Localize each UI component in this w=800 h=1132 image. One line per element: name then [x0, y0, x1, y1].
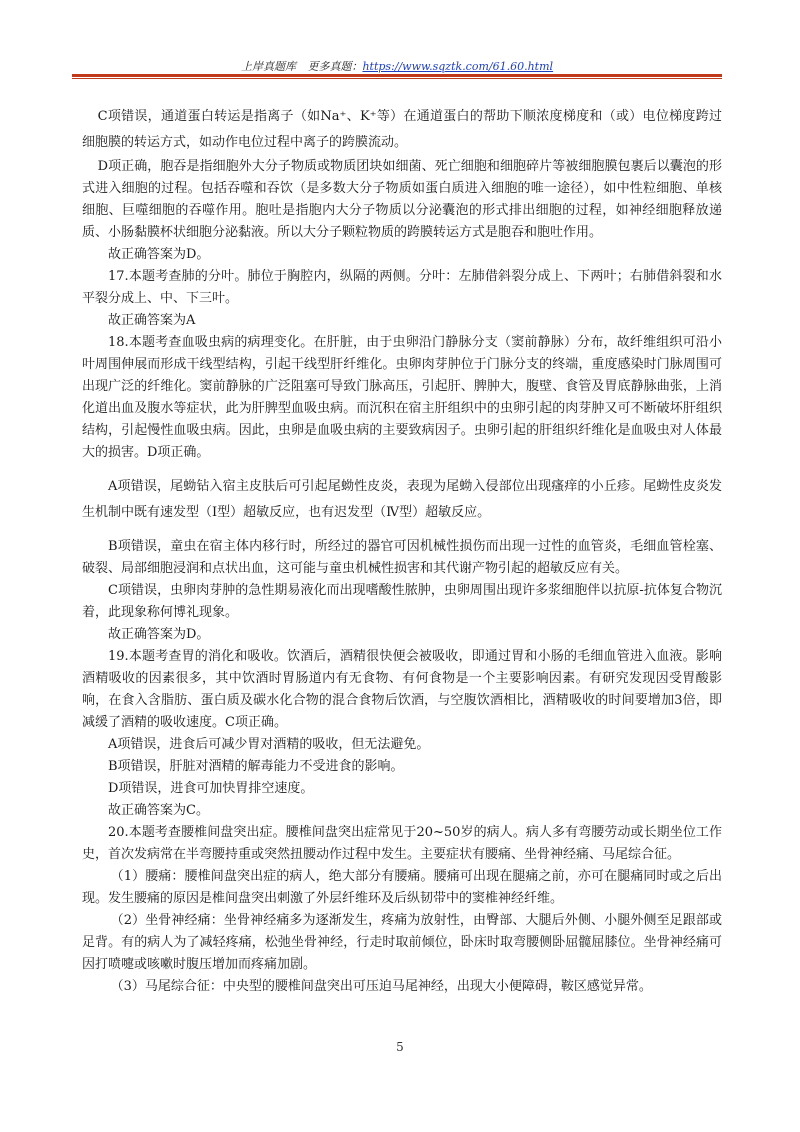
- paragraph: D项正确，胞吞是指细胞外大分子物质或物质团块如细菌、死亡细胞和细胞碎片等被细胞膜包裹后以囊泡的形式进入细胞的过程。包括吞噬和吞饮（是多数大分子物质如蛋白质进入细胞的唯一途径），如中性粒细胞、单核细胞、巨噬细胞的吞噬作用。胞吐是指胞内大分子物质以分泌囊泡的形式排出细胞的过程，如神经细胞释放递质、小肠黏膜杯状细胞分泌黏液。所以大分子颗粒物质的跨膜转运方式是胞吞和胞吐作用。: [82, 159, 722, 240]
- paragraph: B项错误，童虫在宿主体内移行时，所经过的器官可因机械性损伤而出现一过性的血管炎，毛细血管栓塞、破裂、局部细胞浸润和点状出血，这可能与童虫机械性损害和其代谢产物引起的超敏反应有关。: [82, 539, 722, 576]
- paragraph: 故正确答案为C。: [108, 803, 209, 818]
- document-body: [82, 104, 722, 998]
- paragraph: A项错误，进食后可减少胃对酒精的吸收，但无法避免。: [108, 737, 430, 752]
- paragraph: 故正确答案为D。: [108, 247, 210, 262]
- paragraph: C项错误，虫卵肉芽肿的急性期易液化而出现嗜酸性脓肿，虫卵周围出现许多浆细胞伴以抗原-抗体复合物沉着，此现象称何博礼现象。: [82, 583, 722, 620]
- page-number: 5: [396, 1040, 404, 1054]
- paragraph: （3）马尾综合征：中央型的腰椎间盘突出可压迫马尾神经，出现大小便障碍，鞍区感觉异常。: [110, 979, 652, 994]
- page-header: [72, 58, 722, 74]
- paragraph: 19.本题考查胃的消化和吸收。饮酒后，酒精很快便会被吸收，即通过胃和小肠的毛细血管进入血液。影响酒精吸收的因素很多，其中饮酒时胃肠道内有无食物、有何食物是一个主要影响因素。有研究发现因受胃酸影响，在食入含脂肪、蛋白质及碳水化合物的混合食物后饮酒，与空腹饮酒相比，酒精吸收的时间要增加3倍，即减缓了酒精的吸收速度。C项正确。: [82, 649, 722, 730]
- header-rule: [72, 74, 722, 77]
- paragraph: 故正确答案为A: [108, 313, 196, 328]
- header-source-label: 上岸真题库: [240, 60, 296, 73]
- paragraph: 17.本题考查肺的分叶。肺位于胸腔内，纵隔的两侧。分叶：左肺借斜裂分成上、下两叶；右肺借斜裂和水平裂分成上、中、下三叶。: [82, 269, 722, 306]
- paragraph: B项错误，肝脏对酒精的解毒能力不受进食的影响。: [108, 759, 404, 774]
- paragraph: （1）腰痛：腰椎间盘突出症的病人，绝大部分有腰痛。腰痛可出现在腿痛之前，亦可在腿痛同时或之后出现。发生腰痛的原因是椎间盘突出刺激了外层纤维环及后纵韧带中的窦椎神经纤维。: [82, 869, 722, 906]
- paragraph: 20.本题考查腰椎间盘突出症。腰椎间盘突出症常见于20~50岁的病人。病人多有弯腰劳动或长期坐位工作史，首次发病常在半弯腰持重或突然扭腰动作过程中发生。主要症状有腰痛、坐骨神经痛、马尾综合征。: [82, 825, 722, 862]
- spacer: [82, 464, 722, 474]
- header-more-label: 更多真题：: [307, 60, 363, 73]
- header-rule-thin: [72, 78, 722, 79]
- paragraph: D项错误，进食可加快胃排空速度。: [108, 781, 314, 796]
- paragraph: A项错误，尾蚴钻入宿主皮肤后可引起尾蚴性皮炎，表现为尾蚴入侵部位出现瘙痒的小丘疹。尾蚴性皮炎发生机制中既有速发型（Ⅰ型）超敏反应，也有迟发型（Ⅳ型）超敏反应。: [82, 479, 722, 520]
- spacer: [82, 526, 722, 536]
- header-url-link[interactable]: https://www.sqztk.com/61.60.html: [362, 60, 554, 73]
- paragraph: 故正确答案为D。: [108, 627, 210, 642]
- paragraph: 18.本题考查血吸虫病的病理变化。在肝脏，由于虫卵沿门静脉分支（窦前静脉）分布，故纤维组织可沿小叶周围伸展而形成干线型结构，引起干线型肝纤维化。虫卵肉芽肿位于门脉分支的终端，重度感染时门脉周围可出现广泛的纤维化。窦前静脉的广泛阻塞可导致门脉高压，引起肝、脾肿大，腹壁、食管及胃底静脉曲张，上消化道出血及腹水等症状，此为肝脾型血吸虫病。而沉积在宿主肝组织中的虫卵引起的肉芽肿又可不断破坏肝组织结构，引起慢性血吸虫病。因此，虫卵是血吸虫病的主要致病因子。虫卵引起的肝组织纤维化是血吸虫对人体最大的损害。D项正确。: [82, 335, 722, 460]
- paragraph: （2）坐骨神经痛：坐骨神经痛多为逐渐发生，疼痛为放射性，由臀部、大腿后外侧、小腿外侧至足跟部或足背。有的病人为了减轻疼痛，松弛坐骨神经，行走时取前倾位，卧床时取弯腰侧卧屈髋屈膝位。坐骨神经痛可因打喷嚏或咳嗽时腹压增加而疼痛加剧。: [82, 913, 722, 972]
- paragraph: C项错误，通道蛋白转运是指离子（如Na⁺、K⁺等）在通道蛋白的帮助下顺浓度梯度和（或）电位梯度跨过细胞膜的转运方式，如动作电位过程中离子的跨膜流动。: [82, 109, 722, 150]
